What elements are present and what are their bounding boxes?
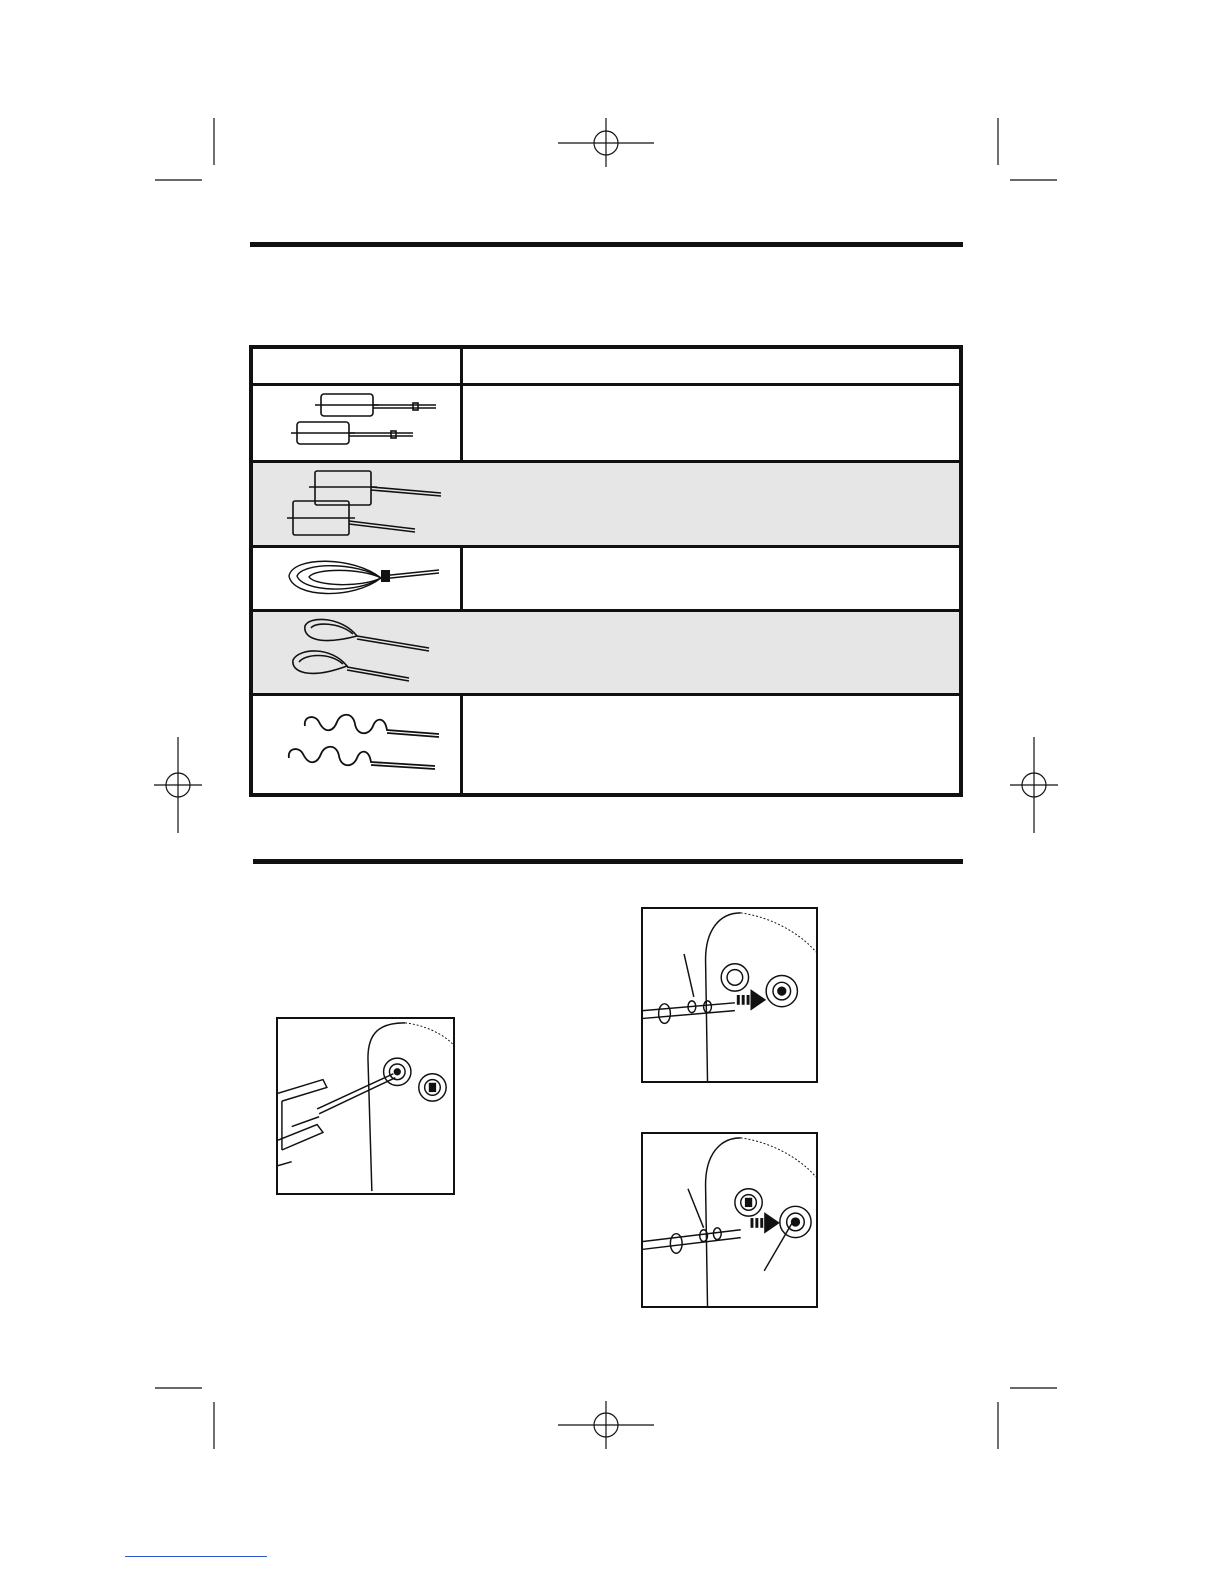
whisk-icon xyxy=(253,548,460,609)
hook-left-socket-illustration xyxy=(643,909,816,1081)
table-row xyxy=(253,696,959,793)
attachment-table xyxy=(249,345,963,797)
flat-beaters-icon xyxy=(253,463,460,545)
figure-insert-left-hook xyxy=(641,907,818,1083)
wire-beaters-icon xyxy=(253,612,460,693)
beater-insertion-illustration xyxy=(278,1019,453,1193)
table-row xyxy=(253,386,959,463)
hook-right-socket-illustration xyxy=(643,1134,816,1306)
table-header-row xyxy=(253,349,959,386)
figure-insert-right-hook xyxy=(641,1132,818,1308)
table-row xyxy=(253,612,959,696)
dough-hooks-icon xyxy=(253,696,460,793)
section-rule-top xyxy=(250,242,963,247)
table-row xyxy=(253,463,959,548)
figure-insert-beater xyxy=(276,1017,455,1195)
turbo-beaters-icon xyxy=(253,386,460,460)
footer-link-underline xyxy=(125,1556,267,1557)
section-rule-middle xyxy=(253,859,963,864)
table-row xyxy=(253,548,959,612)
